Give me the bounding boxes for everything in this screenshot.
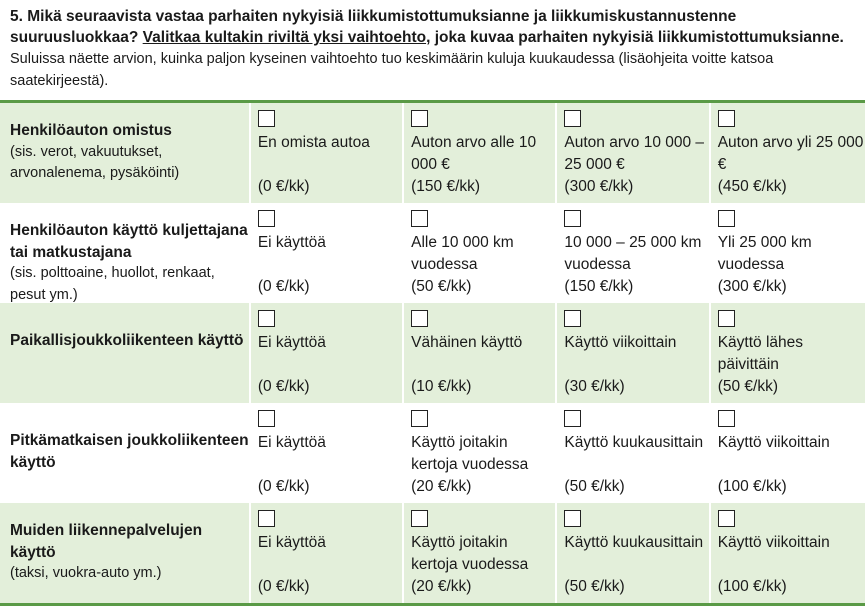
option-price: (20 €/kk): [411, 577, 472, 595]
checkbox[interactable]: [411, 410, 428, 427]
checkbox[interactable]: [564, 210, 581, 227]
option-description: Käyttö viikoittain: [564, 334, 677, 351]
option-cell[interactable]: [249, 103, 402, 203]
checkbox[interactable]: [411, 110, 428, 127]
row-label: [0, 203, 249, 303]
option-cell[interactable]: [555, 303, 708, 403]
option-description: Ei käyttöä: [257, 534, 326, 551]
row-title: Henkilöauton omistus: [10, 122, 172, 139]
option-cell[interactable]: [402, 503, 555, 603]
table-bottom-rule: [0, 603, 865, 606]
option-price: (20 €/kk): [411, 477, 472, 495]
table-row: [0, 403, 865, 503]
option-description: Vähäinen käyttö: [411, 334, 523, 351]
row-title: Henkilöauton käyttö kuljettajana tai matkustajana: [10, 222, 248, 261]
option-price: (100 €/kk): [717, 577, 787, 595]
option-description: Käyttö viikoittain: [717, 534, 830, 551]
checkbox[interactable]: [718, 110, 735, 127]
checkbox[interactable]: [564, 510, 581, 527]
option-price: (0 €/kk): [257, 277, 310, 295]
question-note: Suluissa näette arvion, kuinka paljon kyseinen vaihtoehto tuo keskimäärin kuluja kuukaudessa (lisäohjeita voitte katsoa saatekirjeestä).: [10, 51, 774, 89]
option-price: (300 €/kk): [564, 177, 634, 195]
table-row: [0, 503, 865, 603]
option-cell[interactable]: [709, 503, 865, 603]
option-cell[interactable]: [249, 303, 402, 403]
option-cell[interactable]: [249, 403, 402, 503]
row-title: Pitkämatkaisen joukkoliikenteen käyttö: [10, 432, 249, 471]
option-price: (300 €/kk): [717, 277, 787, 295]
option-description: Käyttö joitakin kertoja vuodessa: [411, 434, 529, 473]
option-price: (10 €/kk): [411, 377, 472, 395]
option-cell[interactable]: [402, 303, 555, 403]
row-title: Muiden liikennepalvelujen käyttö: [10, 522, 203, 561]
row-subtitle: (sis. verot, vakuutukset, arvonalenema, pysäköinti): [10, 143, 180, 181]
checkbox[interactable]: [564, 310, 581, 327]
option-description: Auton arvo alle 10 000 €: [411, 134, 537, 173]
row-label: [0, 303, 249, 403]
row-label: [0, 103, 249, 203]
option-cell[interactable]: [709, 203, 865, 303]
checkbox[interactable]: [411, 210, 428, 227]
checkbox[interactable]: [564, 410, 581, 427]
checkbox[interactable]: [258, 110, 275, 127]
answer-table: [0, 103, 865, 603]
option-price: (450 €/kk): [717, 177, 787, 195]
option-description: Auton arvo yli 25 000 €: [717, 134, 864, 173]
row-label: [0, 503, 249, 603]
checkbox[interactable]: [718, 410, 735, 427]
checkbox[interactable]: [564, 110, 581, 127]
option-description: Käyttö kuukausittain: [564, 434, 704, 451]
option-description: 10 000 – 25 000 km vuodessa: [564, 234, 702, 273]
checkbox[interactable]: [258, 210, 275, 227]
option-cell[interactable]: [249, 203, 402, 303]
question-instruction-underlined: Valitkaa kultakin riviltä yksi vaihtoehto: [142, 29, 427, 46]
checkbox[interactable]: [718, 510, 735, 527]
option-description: Auton arvo 10 000 – 25 000 €: [564, 134, 705, 173]
option-price: (0 €/kk): [257, 377, 310, 395]
option-cell[interactable]: [402, 203, 555, 303]
checkbox[interactable]: [411, 310, 428, 327]
checkbox[interactable]: [718, 310, 735, 327]
table-row: [0, 303, 865, 403]
option-cell[interactable]: [555, 203, 708, 303]
option-price: (50 €/kk): [564, 577, 625, 595]
option-cell[interactable]: [709, 303, 865, 403]
option-cell[interactable]: [709, 403, 865, 503]
checkbox[interactable]: [258, 410, 275, 427]
option-description: Käyttö kuukausittain: [564, 534, 704, 551]
option-cell[interactable]: [709, 103, 865, 203]
checkbox[interactable]: [718, 210, 735, 227]
checkbox[interactable]: [258, 310, 275, 327]
option-cell[interactable]: [555, 403, 708, 503]
question-header: [10, 6, 860, 92]
option-price: (150 €/kk): [564, 277, 634, 295]
row-subtitle: (sis. polttoaine, huollot, renkaat, pesut ym.): [10, 265, 215, 303]
option-price: (0 €/kk): [257, 477, 310, 495]
option-description: Alle 10 000 km vuodessa: [411, 234, 514, 273]
option-cell[interactable]: [555, 103, 708, 203]
option-description: Ei käyttöä: [257, 234, 326, 251]
table-row: [0, 103, 865, 203]
option-price: (100 €/kk): [717, 477, 787, 495]
option-description: Ei käyttöä: [257, 334, 326, 351]
option-price: (0 €/kk): [257, 577, 310, 595]
question-instruction-rest: , joka kuvaa parhaiten nykyisiä liikkumistottumuksianne.: [426, 29, 844, 46]
option-cell[interactable]: [402, 403, 555, 503]
option-description: En omista autoa: [257, 134, 370, 151]
option-description: Ei käyttöä: [257, 434, 326, 451]
option-cell[interactable]: [402, 103, 555, 203]
option-price: (150 €/kk): [411, 177, 481, 195]
option-price: (0 €/kk): [257, 177, 310, 195]
option-price: (50 €/kk): [564, 477, 625, 495]
option-cell[interactable]: [249, 503, 402, 603]
row-title: Paikallisjoukkoliikenteen käyttö: [10, 332, 244, 349]
checkbox[interactable]: [411, 510, 428, 527]
option-price: (50 €/kk): [717, 377, 779, 395]
option-description: Käyttö lähes päivittäin: [717, 334, 804, 373]
option-description: Käyttö joitakin kertoja vuodessa: [411, 534, 529, 573]
option-description: Käyttö viikoittain: [717, 434, 830, 451]
option-cell[interactable]: [555, 503, 708, 603]
question-title: 5. Mikä seuraavista vastaa parhaiten nykyisiä liikkumistottumuksianne ja liikkumiskustannustenne suuruusluokkaa?: [10, 8, 737, 46]
option-price: (30 €/kk): [564, 377, 625, 395]
row-subtitle: (taksi, vuokra-auto ym.): [10, 565, 162, 581]
row-label: [0, 403, 249, 503]
option-description: Yli 25 000 km vuodessa: [717, 234, 812, 273]
table-row: [0, 203, 865, 303]
checkbox[interactable]: [258, 510, 275, 527]
option-price: (50 €/kk): [411, 277, 472, 295]
